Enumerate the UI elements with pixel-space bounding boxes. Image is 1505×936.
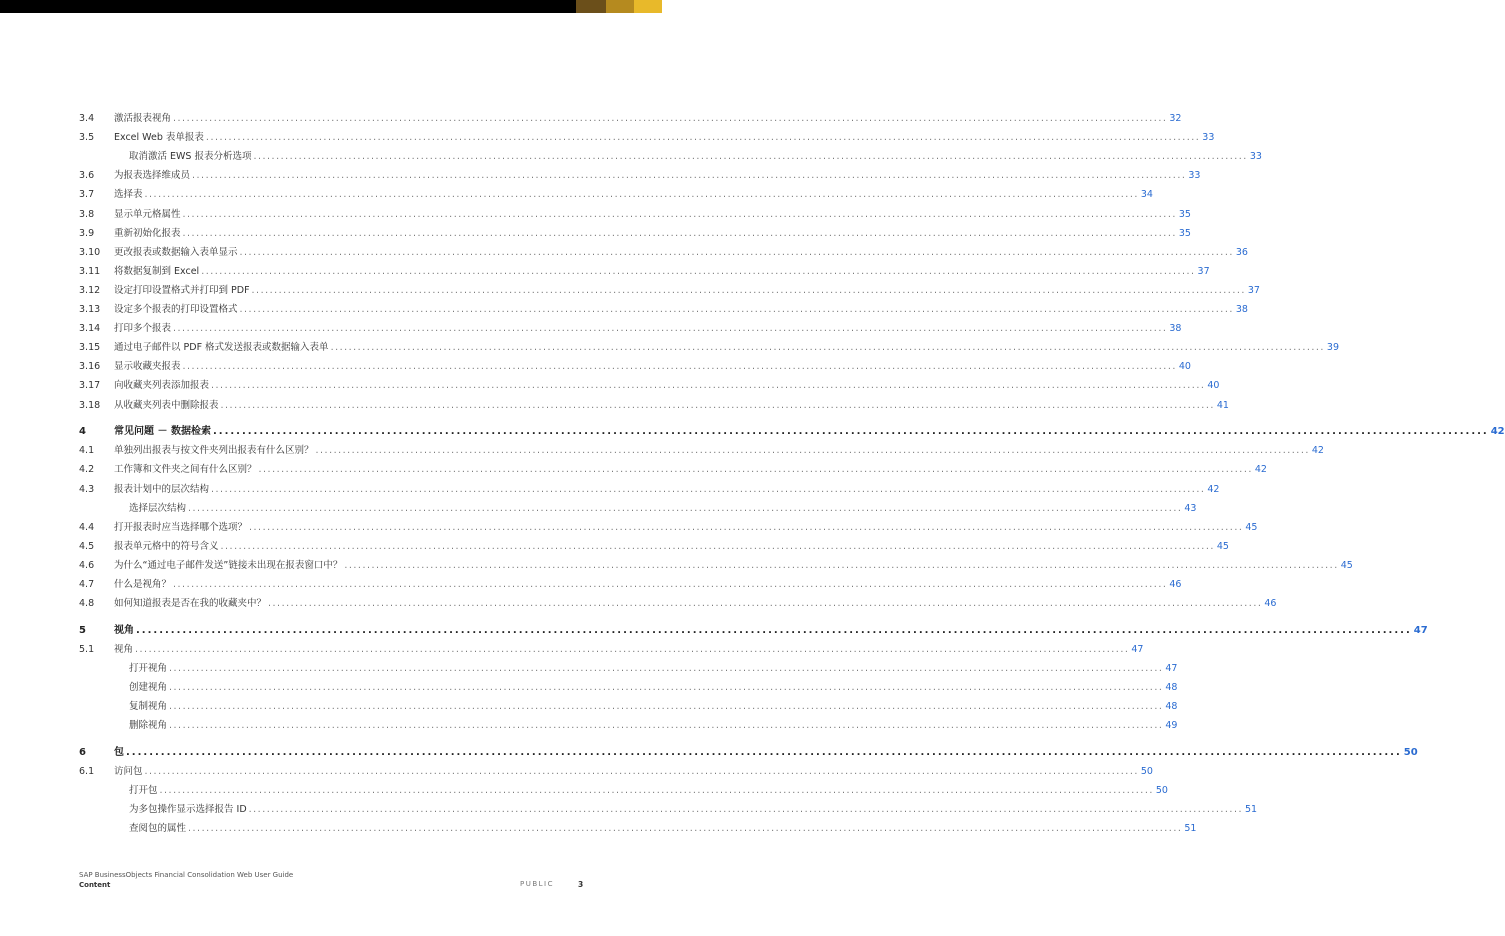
toc-page-link[interactable]: 47: [1131, 643, 1144, 655]
toc-page-link[interactable]: 45: [1216, 540, 1229, 552]
toc-dot-leader: ............................................................................................................................................................................................................................: [169, 682, 1164, 694]
toc-entry-number: 6.1: [79, 766, 95, 778]
toc-page-link[interactable]: 50: [1140, 766, 1153, 778]
toc-entry-number: 4.4: [79, 521, 95, 533]
toc-entry[interactable]: [79, 398, 1229, 414]
toc-dot-leader: ............................................................................................................................................................................................................................: [253, 151, 1248, 163]
toc-entry[interactable]: [79, 577, 1182, 593]
toc-entry[interactable]: [79, 168, 1201, 184]
toc-entry-number: 5.1: [79, 643, 95, 655]
toc-entry-title[interactable]: 删除视角: [129, 720, 168, 732]
toc-dot-leader: ............................................................................................................................................................................................................................: [173, 579, 1168, 590]
toc-page-link[interactable]: 41: [1216, 399, 1229, 411]
toc-dot-leader: ............................................................................................................................................................................................................................: [169, 663, 1164, 674]
toc-entry[interactable]: [79, 302, 1248, 318]
toc-entry-number: 3.11: [79, 265, 101, 277]
toc-entry-number: 4.1: [79, 445, 95, 457]
toc-entry-number: 3.8: [79, 208, 95, 220]
toc-dot-leader: ............................................................................................................................................................................................................................: [126, 747, 1402, 758]
toc-entry-title[interactable]: 包: [114, 747, 124, 758]
toc-entry-number: 6: [79, 747, 86, 758]
toc-entry-title[interactable]: 打开视角: [129, 663, 168, 674]
toc-entry-number: 3.9: [79, 227, 95, 239]
toc-entry[interactable]: [79, 264, 1210, 280]
toc-dot-leader: ............................................................................................................................................................................................................................: [212, 426, 1489, 438]
toc-entry[interactable]: [79, 642, 1144, 658]
toc-entry-number: 4.7: [79, 579, 95, 590]
toc-entry-title[interactable]: 打开报表时应当选择哪个选项？: [114, 521, 248, 533]
toc-entry[interactable]: [79, 558, 1353, 574]
toc-dot-leader: ............................................................................................................................................................................................................................: [182, 227, 1177, 239]
toc-entry-title[interactable]: 为报表选择维成员: [114, 170, 191, 182]
toc-entry[interactable]: [79, 661, 1178, 677]
toc-entry-title[interactable]: 激活报表视角: [114, 113, 172, 124]
toc-page-link[interactable]: 49: [1165, 720, 1178, 732]
toc-page-link[interactable]: 39: [1326, 342, 1340, 354]
toc-entry-number: 4.5: [79, 540, 95, 552]
toc-page-link[interactable]: 48: [1165, 682, 1178, 694]
toc-entry-title[interactable]: 什么是视角？: [114, 579, 172, 590]
toc-page-link[interactable]: 33: [1188, 170, 1201, 182]
toc-page-link[interactable]: 34: [1140, 189, 1153, 201]
toc-page-link[interactable]: 46: [1169, 579, 1182, 590]
toc-entry-title[interactable]: 向收藏夹列表添加报表: [114, 380, 210, 392]
toc-page-link[interactable]: 50: [1403, 747, 1418, 758]
footer-doc-info: [79, 870, 293, 890]
toc-page-link[interactable]: 38: [1235, 304, 1248, 315]
toc-dot-leader: ............................................................................................................................................................................................................................: [201, 265, 1196, 277]
toc-entry[interactable]: [79, 245, 1248, 261]
toc-entry-title[interactable]: 报表计划中的层次结构: [114, 483, 210, 495]
toc-page-link[interactable]: 46: [1264, 598, 1277, 610]
toc-dot-leader: ............................................................................................................................................................................................................................: [169, 720, 1164, 732]
toc-entry[interactable]: [79, 596, 1277, 612]
toc-dot-leader: ............................................................................................................................................................................................................................: [239, 304, 1234, 315]
toc-entry-title[interactable]: 选择层次结构: [129, 502, 187, 514]
toc-entry-title[interactable]: 选择表: [114, 189, 143, 201]
footer-doc-title: SAP BusinessObjects Financial Consolidation Web User Guide: [79, 871, 294, 879]
toc-entry[interactable]: [79, 321, 1182, 337]
toc-entry[interactable]: [79, 802, 1258, 818]
toc-dot-leader: ............................................................................................................................................................................................................................: [188, 502, 1183, 514]
toc-entry-title[interactable]: 访问包: [114, 766, 143, 778]
toc-page-link[interactable]: 37: [1247, 284, 1260, 296]
toc-entry-title[interactable]: 打开包: [129, 785, 158, 797]
toc-entry[interactable]: [79, 718, 1178, 734]
toc-page-link[interactable]: 42: [1207, 483, 1220, 495]
toc-entry-title[interactable]: 报表单元格中的符号含义: [114, 540, 219, 552]
toc-entry-title[interactable]: 显示收藏夹报表: [114, 361, 181, 373]
toc-entry[interactable]: [79, 462, 1267, 478]
toc-dot-leader: ............................................................................................................................................................................................................................: [173, 323, 1168, 335]
toc-entry-title[interactable]: 打印多个报表: [114, 323, 172, 335]
toc-page-link[interactable]: 40: [1207, 380, 1220, 392]
toc-entry-title[interactable]: 查阅包的属性: [129, 823, 187, 835]
toc-page-link[interactable]: 35: [1178, 227, 1191, 239]
toc-page-link[interactable]: 45: [1245, 521, 1258, 533]
toc-dot-leader: ............................................................................................................................................................................................................................: [330, 342, 1325, 354]
toc-dot-leader: ............................................................................................................................................................................................................................: [159, 785, 1154, 797]
toc-page-link[interactable]: 47: [1165, 663, 1178, 674]
toc-entry[interactable]: [79, 783, 1168, 799]
toc-entry-number: 3.6: [79, 170, 95, 182]
toc-entry-title[interactable]: 设定打印设置格式并打印到 PDF: [114, 284, 250, 296]
toc-dot-leader: ............................................................................................................................................................................................................................: [249, 521, 1244, 533]
toc-entry-title[interactable]: 通过电子邮件以 PDF 格式发送报表或数据输入表单: [114, 342, 329, 354]
toc-dot-leader: ............................................................................................................................................................................................................................: [144, 766, 1139, 778]
toc-entry-number: 3.10: [79, 246, 101, 258]
toc-entry[interactable]: [79, 745, 1418, 761]
toc-dot-leader: ............................................................................................................................................................................................................................: [268, 598, 1263, 610]
toc-entry[interactable]: [79, 680, 1178, 696]
toc-entry-number: 3.12: [79, 284, 101, 296]
toc-entry[interactable]: [79, 187, 1153, 203]
brand-stripe-dark: [576, 0, 606, 13]
toc-entry-number: 3.14: [79, 323, 101, 335]
toc-page-link[interactable]: 43: [1184, 502, 1197, 514]
toc-entry[interactable]: [79, 283, 1260, 299]
toc-entry-title[interactable]: 设定多个报表的打印设置格式: [114, 304, 238, 315]
toc-dot-leader: ............................................................................................................................................................................................................................: [144, 189, 1139, 201]
toc-entry-number: 4.2: [79, 464, 95, 476]
toc-entry-number: 3.7: [79, 189, 95, 201]
toc-entry[interactable]: [79, 340, 1340, 356]
toc-entry-number: 3.17: [79, 380, 101, 392]
toc-page-link[interactable]: 33: [1202, 132, 1215, 144]
toc-page-link[interactable]: 45: [1340, 559, 1353, 571]
toc-entry-title[interactable]: 将数据复制到 Excel: [114, 265, 200, 277]
toc-entry[interactable]: [79, 378, 1220, 394]
toc-entry-number: 4.8: [79, 598, 95, 610]
toc-dot-leader: ............................................................................................................................................................................................................................: [135, 643, 1130, 655]
toc-dot-leader: ............................................................................................................................................................................................................................: [173, 113, 1168, 124]
toc-entry[interactable]: [79, 482, 1220, 498]
toc-dot-leader: ............................................................................................................................................................................................................................: [192, 170, 1187, 182]
toc-page-link[interactable]: 32: [1169, 113, 1182, 124]
toc-entry-title[interactable]: 为什么“通过电子邮件发送”链接未出现在报表窗口中？: [114, 559, 343, 571]
toc-entry[interactable]: [79, 520, 1258, 536]
toc-entry[interactable]: [79, 130, 1215, 146]
toc-page-link[interactable]: 37: [1197, 265, 1210, 277]
toc-page-link[interactable]: 42: [1311, 445, 1324, 457]
toc-entry-title[interactable]: 从收藏夹列表中删除报表: [114, 399, 219, 411]
toc-dot-leader: ............................................................................................................................................................................................................................: [344, 559, 1339, 571]
toc-dot-leader: ............................................................................................................................................................................................................................: [136, 624, 1412, 636]
toc-entry-number: 3.16: [79, 361, 101, 373]
toc-entry[interactable]: [79, 424, 1505, 440]
toc-entry-title[interactable]: Excel Web 表单报表: [114, 132, 204, 144]
toc-page-link[interactable]: 48: [1165, 701, 1178, 713]
toc-dot-leader: ............................................................................................................................................................................................................................: [239, 246, 1234, 258]
toc-entry-title[interactable]: 如何知道报表是否在我的收藏夹中？: [114, 598, 267, 610]
toc-dot-leader: ............................................................................................................................................................................................................................: [248, 804, 1243, 816]
toc-dot-leader: ............................................................................................................................................................................................................................: [315, 445, 1310, 457]
toc-entry[interactable]: [79, 764, 1153, 780]
toc-dot-leader: ............................................................................................................................................................................................................................: [169, 701, 1164, 713]
toc-entry-title[interactable]: 创建视角: [129, 682, 168, 694]
toc-entry-number: 3.4: [79, 113, 95, 124]
toc-page-link[interactable]: 51: [1245, 804, 1258, 816]
toc-dot-leader: ............................................................................................................................................................................................................................: [188, 823, 1183, 835]
toc-page-link[interactable]: 33: [1249, 151, 1262, 163]
toc-dot-leader: ............................................................................................................................................................................................................................: [182, 361, 1177, 373]
toc-dot-leader: ............................................................................................................................................................................................................................: [205, 132, 1201, 144]
toc-entry-number: 4.3: [79, 483, 95, 495]
toc-entry[interactable]: [79, 821, 1197, 837]
toc-page-link[interactable]: 36: [1235, 246, 1248, 258]
toc-entry-number: 5: [79, 624, 86, 636]
toc-entry-number: 3.13: [79, 304, 101, 315]
toc-dot-leader: ............................................................................................................................................................................................................................: [220, 540, 1215, 552]
toc-page-link[interactable]: 51: [1184, 823, 1197, 835]
toc-page-link[interactable]: 35: [1178, 208, 1191, 220]
toc-dot-leader: ............................................................................................................................................................................................................................: [211, 483, 1206, 495]
toc-entry-title[interactable]: 单独列出报表与按文件夹列出报表有什么区别？: [114, 445, 314, 457]
footer-classification: PUBLIC: [520, 880, 554, 888]
footer-section: Content: [79, 881, 111, 889]
toc-entry-number: 4: [79, 426, 86, 438]
toc-entry-title[interactable]: 重新初始化报表: [114, 227, 181, 239]
toc-page-link[interactable]: 47: [1413, 624, 1428, 636]
toc-entry[interactable]: [79, 207, 1191, 223]
top-brand-bar: [0, 0, 662, 13]
toc-entry-title[interactable]: 复制视角: [129, 701, 168, 713]
toc-dot-leader: ............................................................................................................................................................................................................................: [220, 399, 1215, 411]
toc-dot-leader: ............................................................................................................................................................................................................................: [211, 380, 1206, 392]
toc-entry[interactable]: [79, 443, 1324, 459]
toc-dot-leader: ............................................................................................................................................................................................................................: [258, 464, 1253, 476]
toc-entry-title[interactable]: 视角: [114, 624, 134, 636]
toc-page-link[interactable]: 42: [1490, 426, 1505, 438]
toc-entry[interactable]: [79, 699, 1178, 715]
toc-entry-title[interactable]: 显示单元格属性: [114, 208, 181, 220]
toc-entry[interactable]: [79, 149, 1262, 165]
toc-entry-title[interactable]: 为多包操作显示选择报告 ID: [129, 804, 247, 816]
footer-page-number: 3: [578, 880, 584, 889]
brand-stripe-mid: [606, 0, 634, 13]
toc-entry-number: 3.18: [79, 399, 101, 411]
toc-entry-title[interactable]: 取消激活 EWS 报表分析选项: [129, 151, 252, 163]
toc-entry-number: 4.6: [79, 559, 95, 571]
toc-page-link[interactable]: 40: [1178, 361, 1191, 373]
toc-entry[interactable]: [79, 226, 1191, 242]
toc-entry-number: 3.5: [79, 132, 95, 144]
toc-page-link[interactable]: 38: [1169, 323, 1182, 335]
toc-page-link[interactable]: 42: [1254, 464, 1267, 476]
brand-stripe-light: [634, 0, 662, 13]
toc-entry[interactable]: [79, 623, 1428, 639]
toc-entry-title[interactable]: 视角: [114, 643, 134, 655]
toc-entry[interactable]: [79, 359, 1191, 375]
toc-entry[interactable]: [79, 111, 1182, 127]
toc-dot-leader: ............................................................................................................................................................................................................................: [182, 208, 1177, 220]
toc-page-link[interactable]: 50: [1155, 785, 1168, 797]
toc-entry-title[interactable]: 工作簿和文件夹之间有什么区别？: [114, 464, 257, 476]
toc-entry[interactable]: [79, 539, 1229, 555]
toc-entry-title[interactable]: 常见问题 － 数据检索: [114, 426, 211, 438]
toc-entry-title[interactable]: 更改报表或数据输入表单显示: [114, 246, 238, 258]
toc-entry-number: 3.15: [79, 342, 101, 354]
toc-entry[interactable]: [79, 501, 1197, 517]
toc-dot-leader: ............................................................................................................................................................................................................................: [251, 284, 1246, 296]
